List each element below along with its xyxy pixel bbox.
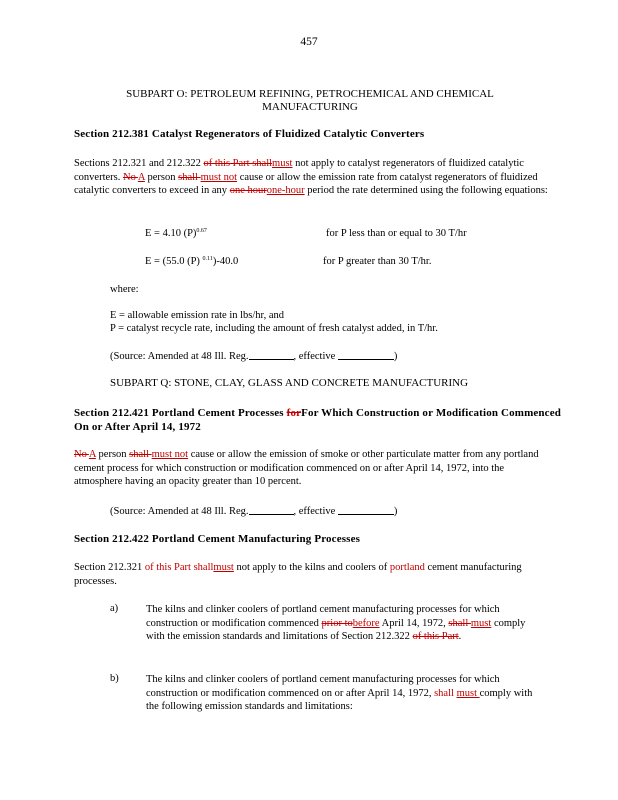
section-212-381-paragraph: Sections 212.321 and 212.322 of this Part shallmust not apply to catalyst regenerators of fluidized catalytic converters. No A person shall must not cause or allow the emission rate from catalyst regenerators of fluidized catalytic converters to exceed in any one hourone-hour period the rate determined using the following equations:	[74, 158, 548, 196]
equation-2: E = (55.0 (P) $^{0.11}$)-40.0	[145, 256, 239, 267]
definition-e: E = allowable emission rate in lbs/hr, and	[110, 310, 285, 321]
insertion: must not	[151, 449, 189, 460]
insertion: A	[137, 171, 145, 183]
source-note-421: (Source: Amended at 48 Ill. Reg. , effective )	[110, 506, 398, 517]
item-b-label: b)	[110, 673, 119, 684]
equation-2-condition: for P greater than 30 T/hr.	[323, 256, 432, 267]
deletion: No	[122, 171, 138, 183]
section-212-381-heading: Section 212.381 Catalyst Regenerators of Fluidized Catalytic Converters	[74, 128, 425, 140]
subpart-o-line1: SUBPART O: PETROLEUM REFINING, PETROCHEMICAL AND CHEMICAL	[126, 88, 494, 100]
subpart-o-line2: MANUFACTURING	[262, 101, 358, 113]
equation-1: E = 4.10 $(P)^{0.67}$	[145, 228, 207, 239]
item-b-text: The kilns and clinker coolers of portland cement manufacturing processes for which construction or modification commenced on or after April 14, 1972, shall must comply with the following emission standards and limitations:	[146, 674, 533, 712]
deletion: for	[286, 407, 302, 419]
insertion: A	[88, 449, 96, 460]
page-number: 457	[300, 36, 318, 48]
item-a-label: a)	[110, 603, 119, 614]
insertion: one-hour	[266, 185, 305, 196]
deletion: of this Part shall	[144, 562, 214, 573]
section-212-421-heading: Section 212.421 Portland Cement Processes forFor Which Construction or Modification Commenced On or After April 14, 1972	[74, 407, 562, 433]
section-212-422-heading: Section 212.422 Portland Cement Manufacturing Processes	[74, 533, 361, 545]
definition-p: P = catalyst recycle rate, including the amount of fresh catalyst added, in T/hr.	[110, 323, 438, 334]
insertion: must	[456, 687, 480, 699]
deletion: No	[74, 449, 89, 460]
insertion: must	[213, 562, 234, 573]
deletion: of this Part shall	[203, 158, 273, 169]
item-a-text: The kilns and clinker coolers of portland cement manufacturing processes for which construction or modification commenced prior tobefore April 14, 1972, shall must comply with the emission standards and limitations of Section 212.322 of this Part.	[146, 604, 526, 642]
section-212-422-paragraph: Section 212.321 of this Part shallmust not apply to the kilns and coolers of portland cement manufacturing processes.	[74, 562, 522, 587]
where-label: where:	[110, 284, 139, 295]
deletion: of this Part	[412, 631, 459, 642]
deletion: shall	[448, 617, 471, 629]
insertion: before	[352, 617, 380, 629]
subpart-q-heading: SUBPART Q: STONE, CLAY, GLASS AND CONCRETE MANUFACTURING	[110, 377, 469, 389]
equation-1-condition: for P less than or equal to 30 T/hr	[326, 228, 467, 239]
section-212-421-paragraph: No A person shall must not cause or allow the emission of smoke or other particulate matter from any portland cement process for which construction or modification commenced on or after April 14, 1972, into the atmosphere having an opacity greater than 10 percent.	[74, 449, 539, 487]
insertion: For Which	[301, 407, 354, 419]
deletion: shall	[129, 449, 152, 460]
deletion: one hour	[229, 185, 267, 196]
deletion: prior to	[321, 617, 353, 629]
insertion: portland	[389, 562, 425, 573]
source-note-381: (Source: Amended at 48 Ill. Reg. , effective )	[110, 351, 398, 362]
insertion: must	[272, 158, 293, 169]
subpart-o-heading	[90, 88, 530, 114]
deletion: shall	[178, 171, 201, 183]
insertion: must not	[200, 171, 238, 183]
deletion: shall	[434, 687, 457, 699]
insertion: must	[470, 617, 492, 629]
